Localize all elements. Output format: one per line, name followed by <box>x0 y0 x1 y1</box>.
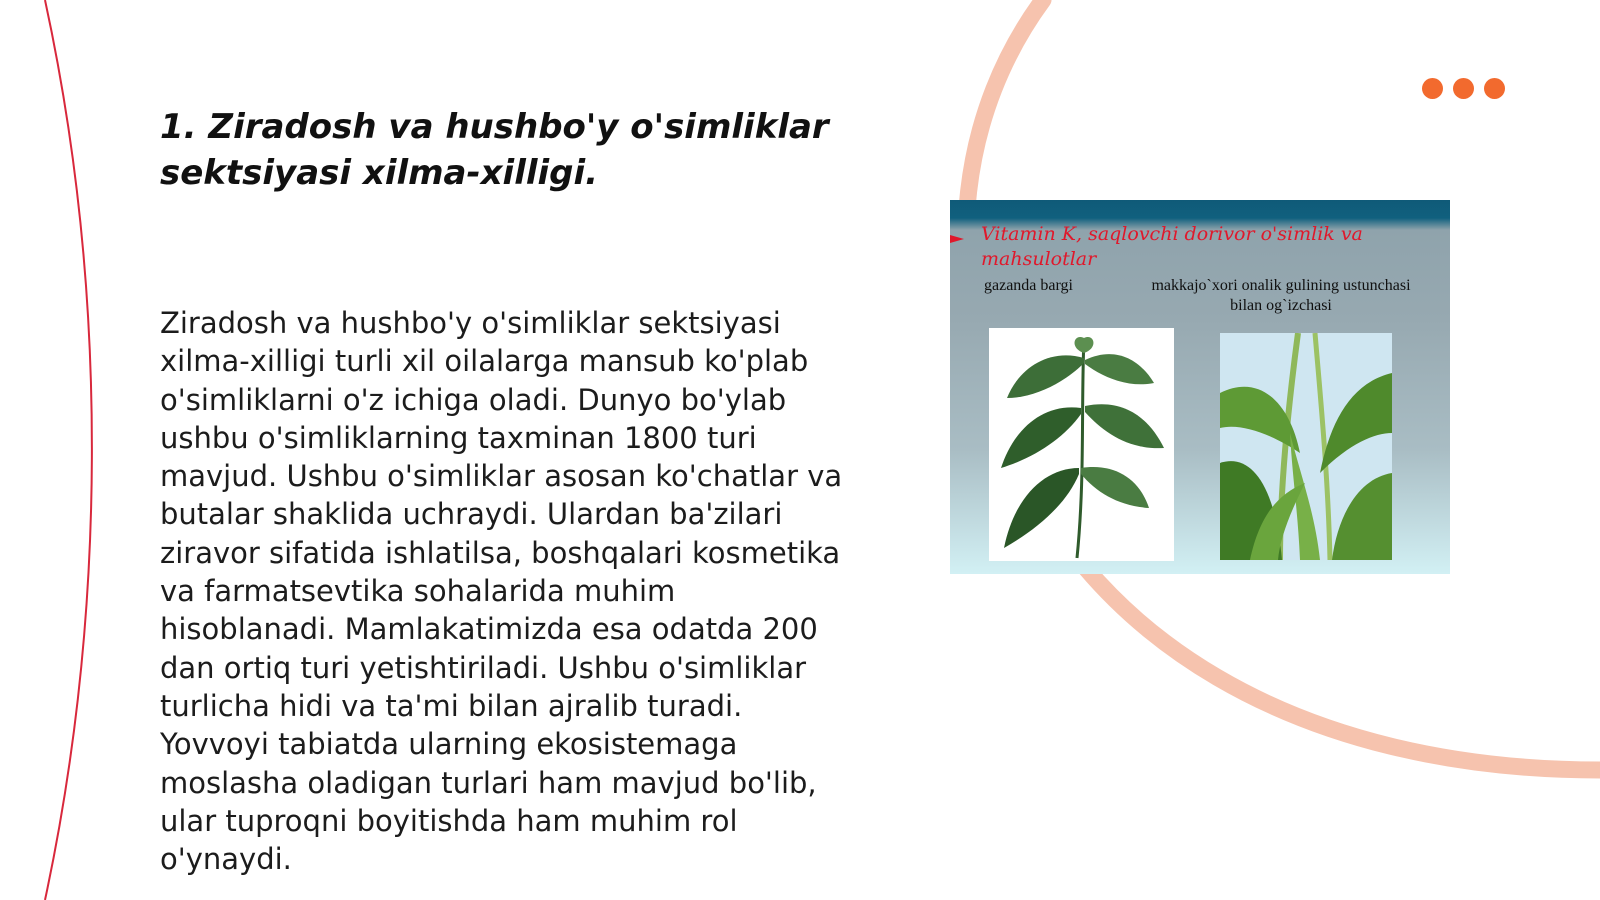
image-heading: Vitamin K, saqlovchi dorivor o'simlik va mahsulotlar <box>981 223 1363 270</box>
image-caption-left: gazanda bargi <box>984 277 1073 294</box>
nettle-plant-illustration <box>989 328 1174 561</box>
plant-image <box>950 200 1450 574</box>
image-caption-right: makkajo`xori onalik gulining ustunchasi bilan og`izchasi <box>1151 277 1411 314</box>
dot <box>1453 78 1474 99</box>
arrow-icon <box>950 232 972 246</box>
slide-body-text: Ziradosh va hushbo'y o'simliklar sektsiyasi xilma-xilligi turli xil oilalarga mansub ko'plab o'simliklarni o'z ichiga oladi. Dunyo bo'ylab ushbu o'simliklarning taxminan 1800 turi mavjud. Ushbu o'simliklar asosan ko'chatlar va butalar shaklida uchraydi. Ulardan ba'zilari ziravor sifatida ishlatilsa, boshqalari kosmetika va farmatsevtika sohalarida muhim hisoblanadi. Mamlakatimizda esa odatda 200 dan ortiq turi yetishtiriladi. Ushbu o'simliklar turlicha hidi va ta'mi bilan ajralib turadi. Yovvoyi tabiatda ularning ekosistemaga moslasha oladigan turlari ham mavjud bo'lib, ular tuproqni boyitishda ham muhim rol o'ynaydi. <box>160 306 843 877</box>
corn-plant-photo <box>1220 333 1392 560</box>
corn-leaf-icon <box>1220 333 1392 560</box>
dot <box>1422 78 1443 99</box>
left-curve-line <box>45 0 92 900</box>
nettle-leaf-icon <box>989 328 1174 561</box>
slide-title: 1. Ziradosh va hushbo'y o'simliklar sektsiyasi xilma-xilligi. <box>160 107 829 193</box>
more-dots-icon <box>1422 78 1512 102</box>
dot <box>1484 78 1505 99</box>
